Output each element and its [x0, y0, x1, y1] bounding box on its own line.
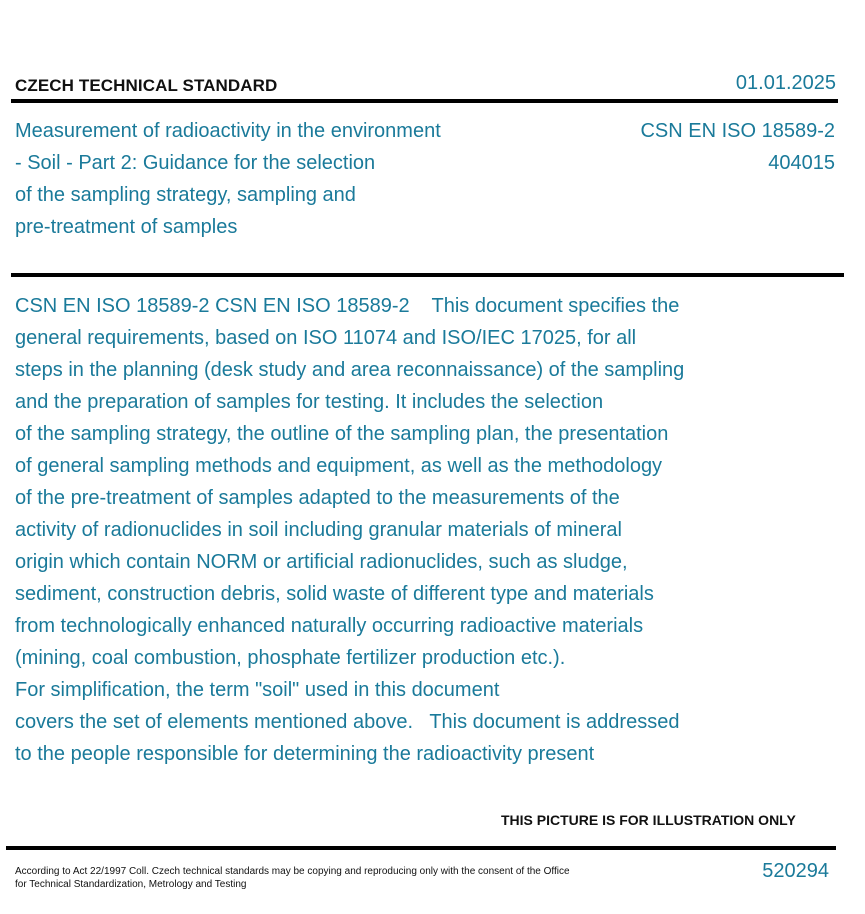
header-date: 01.01.2025: [735, 72, 836, 94]
abstract-line: to the people responsible for determining the radioactivity present: [15, 743, 595, 765]
footer-note-line: According to Act 22/1997 Coll. Czech technical standards may be copying and reproducing only with the consent of the Office: [15, 866, 570, 877]
document-title-line: pre-treatment of samples: [15, 216, 238, 238]
document-title-line: of the sampling strategy, sampling and: [15, 184, 356, 206]
abstract-line: of the sampling strategy, the outline of the sampling plan, the presentation: [15, 423, 669, 445]
abstract-line: covers the set of elements mentioned above. This document is addressed: [15, 711, 680, 733]
abstract-line: CSN EN ISO 18589-2 CSN EN ISO 18589-2 This document specifies the: [15, 295, 680, 317]
abstract-line: origin which contain NORM or artificial radionuclides, such as sludge,: [15, 551, 628, 573]
illustration-note: THIS PICTURE IS FOR ILLUSTRATION ONLY: [501, 812, 796, 828]
abstract-line: from technologically enhanced naturally occurring radioactive materials: [15, 615, 644, 637]
document-title-line: Measurement of radioactivity in the environment: [15, 120, 441, 142]
document-title: [15, 115, 485, 243]
abstract-line: steps in the planning (desk study and area reconnaissance) of the sampling: [15, 359, 685, 381]
abstract: [15, 290, 775, 770]
header-title: CZECH TECHNICAL STANDARD: [15, 76, 278, 95]
header-rule: [11, 99, 838, 103]
footer-id: 520294: [762, 860, 829, 882]
abstract-line: For simplification, the term "soil" used in this document: [15, 679, 500, 701]
abstract-line: of the pre-treatment of samples adapted to the measurements of the: [15, 487, 620, 509]
footer-rule: [6, 846, 836, 850]
document-identifiers: [640, 115, 835, 179]
document-title-line: - Soil - Part 2: Guidance for the selection: [15, 152, 376, 174]
document-number: 404015: [768, 152, 835, 174]
abstract-line: general requirements, based on ISO 11074 and ISO/IEC 17025, for all: [15, 327, 637, 349]
abstract-line: sediment, construction debris, solid waste of different type and materials: [15, 583, 654, 605]
footer-note-line: for Technical Standardization, Metrology and Testing: [15, 879, 247, 890]
title-rule: [11, 273, 844, 277]
abstract-line: and the preparation of samples for testing. It includes the selection: [15, 391, 604, 413]
abstract-line: (mining, coal combustion, phosphate fertilizer production etc.).: [15, 647, 566, 669]
abstract-line: of general sampling methods and equipment, as well as the methodology: [15, 455, 663, 477]
document-code: CSN EN ISO 18589-2: [640, 120, 835, 142]
footer-note: [15, 865, 615, 891]
abstract-line: activity of radionuclides in soil including granular materials of mineral: [15, 519, 622, 541]
